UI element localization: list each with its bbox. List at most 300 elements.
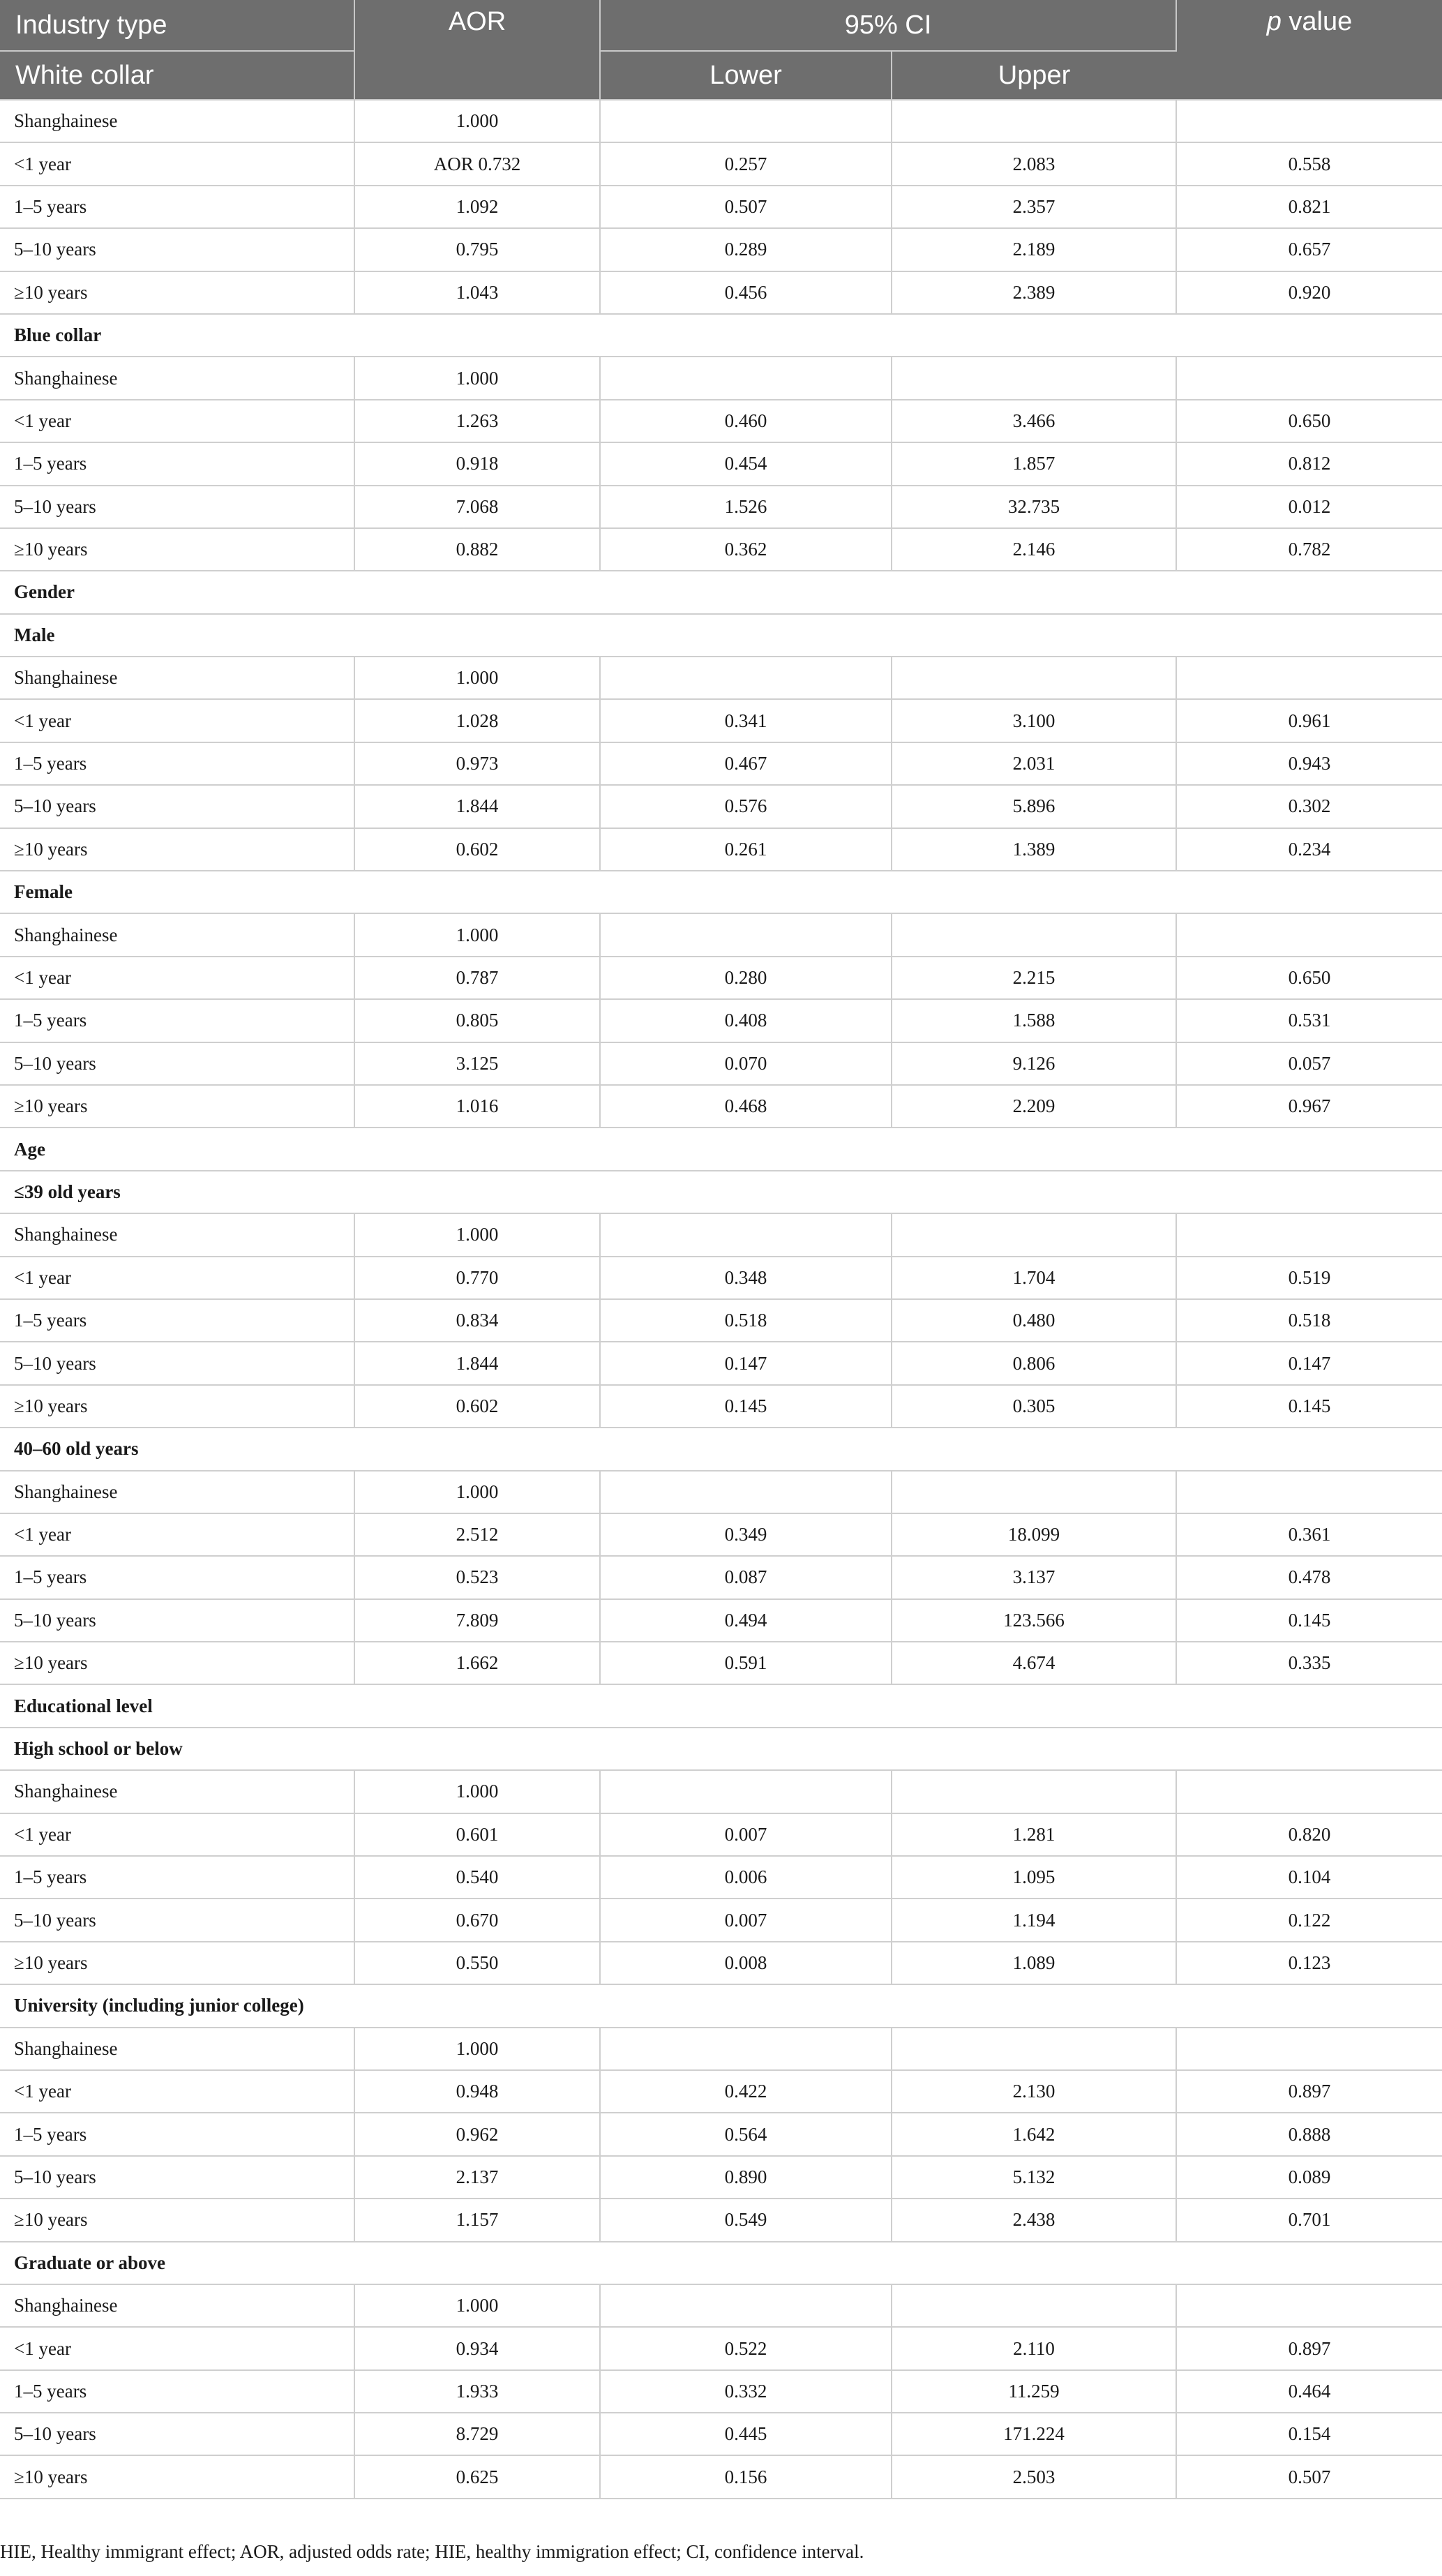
ci-lower-cell: 0.494 bbox=[600, 1599, 892, 1642]
p-value-cell: 0.650 bbox=[1176, 957, 1442, 999]
ci-upper-cell bbox=[892, 657, 1176, 699]
ci-upper-cell bbox=[892, 913, 1176, 956]
row-label: 1–5 years bbox=[0, 186, 354, 228]
ci-upper-cell: 3.100 bbox=[892, 699, 1176, 742]
p-value-cell bbox=[1176, 100, 1442, 142]
ci-lower-cell bbox=[600, 2028, 892, 2070]
row-label: 5–10 years bbox=[0, 1599, 354, 1642]
aor-cell: 0.625 bbox=[354, 2455, 600, 2498]
ci-upper-cell bbox=[892, 2284, 1176, 2327]
ci-upper-cell: 1.704 bbox=[892, 1257, 1176, 1299]
ci-lower-cell: 0.518 bbox=[600, 1299, 892, 1342]
aor-cell: 7.809 bbox=[354, 1599, 600, 1642]
aor-cell: 0.882 bbox=[354, 528, 600, 571]
ci-lower-cell: 0.522 bbox=[600, 2327, 892, 2369]
ci-upper-cell: 5.132 bbox=[892, 2156, 1176, 2199]
ci-upper-cell: 2.357 bbox=[892, 186, 1176, 228]
ci-lower-cell: 0.454 bbox=[600, 442, 892, 485]
aor-cell: 0.602 bbox=[354, 828, 600, 871]
aor-cell: 1.000 bbox=[354, 2284, 600, 2327]
p-value-cell: 0.920 bbox=[1176, 271, 1442, 314]
aor-cell: 1.000 bbox=[354, 1213, 600, 1256]
table-row bbox=[0, 1085, 1442, 1128]
p-value-cell: 0.782 bbox=[1176, 528, 1442, 571]
aor-cell: 0.795 bbox=[354, 228, 600, 271]
ci-lower-cell: 0.362 bbox=[600, 528, 892, 571]
p-value-cell: 0.302 bbox=[1176, 785, 1442, 828]
aor-cell: 0.805 bbox=[354, 999, 600, 1042]
ci-lower-cell: 0.145 bbox=[600, 1385, 892, 1428]
ci-upper-cell: 2.083 bbox=[892, 142, 1176, 185]
p-value-cell: 0.820 bbox=[1176, 1813, 1442, 1856]
p-value-cell bbox=[1176, 1770, 1442, 1813]
aor-cell: 0.834 bbox=[354, 1299, 600, 1342]
table-row bbox=[0, 828, 1442, 871]
ci-upper-cell: 1.642 bbox=[892, 2113, 1176, 2155]
row-label: ≥10 years bbox=[0, 1085, 354, 1128]
aor-cell: 1.844 bbox=[354, 1342, 600, 1384]
table-row bbox=[0, 1642, 1442, 1684]
ci-upper-cell: 1.194 bbox=[892, 1899, 1176, 1941]
ci-lower-cell: 0.007 bbox=[600, 1813, 892, 1856]
aor-cell: AOR 0.732 bbox=[354, 142, 600, 185]
table-row bbox=[0, 1856, 1442, 1899]
p-value-cell: 0.234 bbox=[1176, 828, 1442, 871]
ci-upper-cell: 3.137 bbox=[892, 1556, 1176, 1598]
table-row bbox=[0, 2028, 1442, 2070]
row-label: 1–5 years bbox=[0, 742, 354, 785]
aor-cell: 1.000 bbox=[354, 100, 600, 142]
ci-upper-cell: 2.130 bbox=[892, 2070, 1176, 2113]
ci-upper-cell: 1.089 bbox=[892, 1942, 1176, 1984]
table-row bbox=[0, 186, 1442, 228]
ci-upper-cell bbox=[892, 100, 1176, 142]
ci-upper-cell: 32.735 bbox=[892, 486, 1176, 528]
row-label: Shanghainese bbox=[0, 2028, 354, 2070]
p-value-cell: 0.464 bbox=[1176, 2370, 1442, 2413]
row-label: 5–10 years bbox=[0, 785, 354, 828]
row-label: Shanghainese bbox=[0, 2284, 354, 2327]
ci-upper-cell: 2.215 bbox=[892, 957, 1176, 999]
header-upper: Upper bbox=[892, 51, 1176, 100]
header-aor: AOR bbox=[354, 0, 600, 100]
section-row bbox=[0, 1128, 1442, 1170]
row-label: ≥10 years bbox=[0, 528, 354, 571]
section-label: Male bbox=[0, 614, 1442, 657]
row-label: ≥10 years bbox=[0, 828, 354, 871]
ci-lower-cell: 0.564 bbox=[600, 2113, 892, 2155]
p-value-cell: 0.657 bbox=[1176, 228, 1442, 271]
ci-upper-cell bbox=[892, 357, 1176, 399]
ci-lower-cell: 0.261 bbox=[600, 828, 892, 871]
p-value-cell: 0.897 bbox=[1176, 2070, 1442, 2113]
aor-cell: 1.000 bbox=[354, 913, 600, 956]
table-row bbox=[0, 2113, 1442, 2155]
table-row bbox=[0, 2156, 1442, 2199]
p-value-cell bbox=[1176, 2284, 1442, 2327]
row-label: 5–10 years bbox=[0, 2413, 354, 2455]
ci-upper-cell: 2.389 bbox=[892, 271, 1176, 314]
section-row bbox=[0, 314, 1442, 357]
ci-lower-cell: 0.549 bbox=[600, 2199, 892, 2241]
row-label: <1 year bbox=[0, 1257, 354, 1299]
p-value-cell: 0.888 bbox=[1176, 2113, 1442, 2155]
table-row bbox=[0, 999, 1442, 1042]
section-label: Graduate or above bbox=[0, 2242, 1442, 2284]
row-label: 1–5 years bbox=[0, 1556, 354, 1598]
ci-upper-cell: 0.806 bbox=[892, 1342, 1176, 1384]
ci-upper-cell: 2.110 bbox=[892, 2327, 1176, 2369]
ci-lower-cell bbox=[600, 2284, 892, 2327]
section-label: Female bbox=[0, 871, 1442, 913]
section-label: Blue collar bbox=[0, 314, 1442, 357]
section-label: 40–60 old years bbox=[0, 1428, 1442, 1470]
table-row bbox=[0, 1770, 1442, 1813]
p-value-cell: 0.961 bbox=[1176, 699, 1442, 742]
row-label: Shanghainese bbox=[0, 357, 354, 399]
table-row bbox=[0, 1213, 1442, 1256]
ci-upper-cell: 1.281 bbox=[892, 1813, 1176, 1856]
aor-cell: 0.962 bbox=[354, 2113, 600, 2155]
row-label: 5–10 years bbox=[0, 228, 354, 271]
ci-lower-cell: 0.422 bbox=[600, 2070, 892, 2113]
row-label: 1–5 years bbox=[0, 442, 354, 485]
ci-lower-cell bbox=[600, 357, 892, 399]
table-row bbox=[0, 785, 1442, 828]
p-value-cell: 0.057 bbox=[1176, 1042, 1442, 1085]
ci-upper-cell bbox=[892, 1471, 1176, 1513]
ci-lower-cell: 0.408 bbox=[600, 999, 892, 1042]
row-label: Shanghainese bbox=[0, 657, 354, 699]
aor-cell: 7.068 bbox=[354, 486, 600, 528]
section-row bbox=[0, 2242, 1442, 2284]
aor-cell: 1.933 bbox=[354, 2370, 600, 2413]
aor-cell: 0.550 bbox=[354, 1942, 600, 1984]
aor-cell: 0.670 bbox=[354, 1899, 600, 1941]
header-industry-type: Industry type bbox=[0, 0, 354, 51]
row-label: Shanghainese bbox=[0, 100, 354, 142]
aor-cell: 1.028 bbox=[354, 699, 600, 742]
section-label: Age bbox=[0, 1128, 1442, 1170]
p-value-cell: 0.089 bbox=[1176, 2156, 1442, 2199]
row-label: <1 year bbox=[0, 1813, 354, 1856]
section-label: ≤39 old years bbox=[0, 1171, 1442, 1213]
row-label: ≥10 years bbox=[0, 2199, 354, 2241]
p-value-cell: 0.145 bbox=[1176, 1599, 1442, 1642]
row-label: 1–5 years bbox=[0, 2113, 354, 2155]
row-label: 1–5 years bbox=[0, 1856, 354, 1899]
p-value-cell: 0.104 bbox=[1176, 1856, 1442, 1899]
ci-lower-cell: 0.348 bbox=[600, 1257, 892, 1299]
ci-upper-cell: 2.031 bbox=[892, 742, 1176, 785]
p-value-cell: 0.145 bbox=[1176, 1385, 1442, 1428]
ci-upper-cell: 4.674 bbox=[892, 1642, 1176, 1684]
aor-cell: 1.000 bbox=[354, 357, 600, 399]
ci-lower-cell: 0.332 bbox=[600, 2370, 892, 2413]
aor-cell: 0.948 bbox=[354, 2070, 600, 2113]
table-row bbox=[0, 2370, 1442, 2413]
row-label: <1 year bbox=[0, 699, 354, 742]
table-row bbox=[0, 100, 1442, 142]
header-ci: 95% CI bbox=[600, 0, 1176, 51]
p-value-cell: 0.123 bbox=[1176, 1942, 1442, 1984]
row-label: 5–10 years bbox=[0, 1042, 354, 1085]
p-value-cell: 0.821 bbox=[1176, 186, 1442, 228]
table-footnote: HIE, Healthy immigrant effect; AOR, adjusted odds rate; HIE, healthy immigration effect; CI, confidence interval. bbox=[0, 2541, 864, 2562]
p-value-cell: 0.147 bbox=[1176, 1342, 1442, 1384]
aor-cell: 1.043 bbox=[354, 271, 600, 314]
p-value-cell bbox=[1176, 1471, 1442, 1513]
aor-cell: 1.000 bbox=[354, 657, 600, 699]
row-label: 5–10 years bbox=[0, 1342, 354, 1384]
section-row bbox=[0, 1984, 1442, 2027]
row-label: <1 year bbox=[0, 142, 354, 185]
row-label: ≥10 years bbox=[0, 1942, 354, 1984]
ci-lower-cell: 0.087 bbox=[600, 1556, 892, 1598]
p-value-cell: 0.897 bbox=[1176, 2327, 1442, 2369]
ci-upper-cell: 1.857 bbox=[892, 442, 1176, 485]
table-row bbox=[0, 1299, 1442, 1342]
row-label: <1 year bbox=[0, 2327, 354, 2369]
aor-cell: 1.157 bbox=[354, 2199, 600, 2241]
ci-upper-cell: 5.896 bbox=[892, 785, 1176, 828]
header-p: p bbox=[1266, 7, 1282, 36]
p-value-cell bbox=[1176, 657, 1442, 699]
table-row bbox=[0, 2327, 1442, 2369]
row-label: 1–5 years bbox=[0, 1299, 354, 1342]
p-value-cell bbox=[1176, 2028, 1442, 2070]
p-value-cell: 0.361 bbox=[1176, 1513, 1442, 1556]
ci-upper-cell bbox=[892, 1213, 1176, 1256]
p-value-cell: 0.531 bbox=[1176, 999, 1442, 1042]
table-row bbox=[0, 1471, 1442, 1513]
row-label: 1–5 years bbox=[0, 999, 354, 1042]
p-value-cell: 0.335 bbox=[1176, 1642, 1442, 1684]
p-value-cell: 0.701 bbox=[1176, 2199, 1442, 2241]
aor-cell: 0.602 bbox=[354, 1385, 600, 1428]
section-row bbox=[0, 871, 1442, 913]
ci-lower-cell: 0.257 bbox=[600, 142, 892, 185]
table-row bbox=[0, 699, 1442, 742]
table-row bbox=[0, 2413, 1442, 2455]
row-label: <1 year bbox=[0, 2070, 354, 2113]
row-label: <1 year bbox=[0, 400, 354, 442]
ci-lower-cell: 0.006 bbox=[600, 1856, 892, 1899]
aor-cell: 1.263 bbox=[354, 400, 600, 442]
table-row bbox=[0, 228, 1442, 271]
aor-cell: 0.523 bbox=[354, 1556, 600, 1598]
aor-cell: 0.973 bbox=[354, 742, 600, 785]
header-lower: Lower bbox=[600, 51, 892, 100]
ci-upper-cell: 2.146 bbox=[892, 528, 1176, 571]
table-header bbox=[0, 0, 1442, 100]
p-value-cell: 0.812 bbox=[1176, 442, 1442, 485]
table-row bbox=[0, 657, 1442, 699]
ci-lower-cell: 0.467 bbox=[600, 742, 892, 785]
aor-cell: 1.662 bbox=[354, 1642, 600, 1684]
table-row bbox=[0, 528, 1442, 571]
section-row bbox=[0, 1428, 1442, 1470]
ci-lower-cell: 0.576 bbox=[600, 785, 892, 828]
section-label: University (including junior college) bbox=[0, 1984, 1442, 2027]
ci-upper-cell: 2.189 bbox=[892, 228, 1176, 271]
ci-lower-cell: 0.591 bbox=[600, 1642, 892, 1684]
p-value-cell: 0.154 bbox=[1176, 2413, 1442, 2455]
aor-cell: 2.512 bbox=[354, 1513, 600, 1556]
ci-lower-cell: 1.526 bbox=[600, 486, 892, 528]
row-label: 5–10 years bbox=[0, 1899, 354, 1941]
table-row bbox=[0, 271, 1442, 314]
aor-cell: 0.787 bbox=[354, 957, 600, 999]
p-value-cell: 0.519 bbox=[1176, 1257, 1442, 1299]
section-row bbox=[0, 614, 1442, 657]
table-row bbox=[0, 1513, 1442, 1556]
row-label: <1 year bbox=[0, 957, 354, 999]
ci-upper-cell: 9.126 bbox=[892, 1042, 1176, 1085]
aor-cell: 3.125 bbox=[354, 1042, 600, 1085]
row-label: 1–5 years bbox=[0, 2370, 354, 2413]
table-row bbox=[0, 1813, 1442, 1856]
section-label: High school or below bbox=[0, 1728, 1442, 1770]
table-row bbox=[0, 1342, 1442, 1384]
aor-cell: 1.092 bbox=[354, 186, 600, 228]
ci-upper-cell: 171.224 bbox=[892, 2413, 1176, 2455]
ci-lower-cell bbox=[600, 1471, 892, 1513]
table-row bbox=[0, 486, 1442, 528]
ci-upper-cell: 1.095 bbox=[892, 1856, 1176, 1899]
aor-cell: 8.729 bbox=[354, 2413, 600, 2455]
aor-cell: 1.016 bbox=[354, 1085, 600, 1128]
ci-upper-cell: 2.503 bbox=[892, 2455, 1176, 2498]
ci-upper-cell: 0.305 bbox=[892, 1385, 1176, 1428]
row-label: <1 year bbox=[0, 1513, 354, 1556]
p-value-cell: 0.478 bbox=[1176, 1556, 1442, 1598]
table-row bbox=[0, 1556, 1442, 1598]
aor-cell: 1.000 bbox=[354, 1770, 600, 1813]
table-row bbox=[0, 957, 1442, 999]
header-white-collar: White collar bbox=[0, 51, 354, 100]
table-row bbox=[0, 142, 1442, 185]
ci-lower-cell: 0.456 bbox=[600, 271, 892, 314]
ci-lower-cell: 0.445 bbox=[600, 2413, 892, 2455]
ci-lower-cell: 0.507 bbox=[600, 186, 892, 228]
ci-lower-cell: 0.007 bbox=[600, 1899, 892, 1941]
ci-upper-cell: 1.389 bbox=[892, 828, 1176, 871]
table-row bbox=[0, 442, 1442, 485]
aor-cell: 0.934 bbox=[354, 2327, 600, 2369]
table-row bbox=[0, 1257, 1442, 1299]
ci-upper-cell: 0.480 bbox=[892, 1299, 1176, 1342]
row-label: ≥10 years bbox=[0, 2455, 354, 2498]
ci-upper-cell bbox=[892, 1770, 1176, 1813]
table-row bbox=[0, 1899, 1442, 1941]
ci-upper-cell: 2.438 bbox=[892, 2199, 1176, 2241]
ci-lower-cell bbox=[600, 657, 892, 699]
header-value: value bbox=[1289, 7, 1353, 36]
row-label: ≥10 years bbox=[0, 1642, 354, 1684]
ci-lower-cell bbox=[600, 913, 892, 956]
ci-lower-cell: 0.008 bbox=[600, 1942, 892, 1984]
ci-lower-cell bbox=[600, 1213, 892, 1256]
ci-lower-cell: 0.349 bbox=[600, 1513, 892, 1556]
aor-cell: 0.918 bbox=[354, 442, 600, 485]
section-row bbox=[0, 1728, 1442, 1770]
p-value-cell: 0.122 bbox=[1176, 1899, 1442, 1941]
ci-upper-cell bbox=[892, 2028, 1176, 2070]
p-value-cell: 0.507 bbox=[1176, 2455, 1442, 2498]
row-label: Shanghainese bbox=[0, 1471, 354, 1513]
ci-upper-cell: 18.099 bbox=[892, 1513, 1176, 1556]
ci-upper-cell: 11.259 bbox=[892, 2370, 1176, 2413]
ci-upper-cell: 1.588 bbox=[892, 999, 1176, 1042]
ci-lower-cell: 0.280 bbox=[600, 957, 892, 999]
section-row bbox=[0, 1684, 1442, 1727]
p-value-cell: 0.650 bbox=[1176, 400, 1442, 442]
p-value-cell: 0.012 bbox=[1176, 486, 1442, 528]
ci-upper-cell: 123.566 bbox=[892, 1599, 1176, 1642]
ci-lower-cell bbox=[600, 100, 892, 142]
section-row bbox=[0, 571, 1442, 613]
aor-cell: 1.000 bbox=[354, 2028, 600, 2070]
table-row bbox=[0, 2284, 1442, 2327]
row-label: 5–10 years bbox=[0, 486, 354, 528]
p-value-cell bbox=[1176, 913, 1442, 956]
row-label: Shanghainese bbox=[0, 1770, 354, 1813]
table-body bbox=[0, 100, 1442, 2499]
row-label: Shanghainese bbox=[0, 1213, 354, 1256]
table-row bbox=[0, 357, 1442, 399]
ci-lower-cell: 0.289 bbox=[600, 228, 892, 271]
ci-lower-cell: 0.341 bbox=[600, 699, 892, 742]
table-row bbox=[0, 1042, 1442, 1085]
table-row bbox=[0, 913, 1442, 956]
p-value-cell bbox=[1176, 357, 1442, 399]
table-row bbox=[0, 1599, 1442, 1642]
section-label: Educational level bbox=[0, 1684, 1442, 1727]
row-label: Shanghainese bbox=[0, 913, 354, 956]
ci-lower-cell: 0.070 bbox=[600, 1042, 892, 1085]
header-p-value bbox=[1176, 0, 1442, 100]
ci-upper-cell: 3.466 bbox=[892, 400, 1176, 442]
table-row bbox=[0, 2455, 1442, 2498]
ci-lower-cell: 0.147 bbox=[600, 1342, 892, 1384]
row-label: 5–10 years bbox=[0, 2156, 354, 2199]
aor-cell: 1.000 bbox=[354, 1471, 600, 1513]
aor-cell: 0.601 bbox=[354, 1813, 600, 1856]
row-label: ≥10 years bbox=[0, 271, 354, 314]
ci-lower-cell bbox=[600, 1770, 892, 1813]
p-value-cell bbox=[1176, 1213, 1442, 1256]
table-row bbox=[0, 400, 1442, 442]
aor-cell: 2.137 bbox=[354, 2156, 600, 2199]
aor-cell: 1.844 bbox=[354, 785, 600, 828]
table-row bbox=[0, 742, 1442, 785]
row-label: ≥10 years bbox=[0, 1385, 354, 1428]
p-value-cell: 0.558 bbox=[1176, 142, 1442, 185]
aor-cell: 0.540 bbox=[354, 1856, 600, 1899]
section-row bbox=[0, 1171, 1442, 1213]
ci-lower-cell: 0.468 bbox=[600, 1085, 892, 1128]
ci-upper-cell: 2.209 bbox=[892, 1085, 1176, 1128]
aor-cell: 0.770 bbox=[354, 1257, 600, 1299]
table-row bbox=[0, 2199, 1442, 2241]
table-row bbox=[0, 1385, 1442, 1428]
ci-lower-cell: 0.156 bbox=[600, 2455, 892, 2498]
p-value-cell: 0.518 bbox=[1176, 1299, 1442, 1342]
p-value-cell: 0.943 bbox=[1176, 742, 1442, 785]
table-row bbox=[0, 1942, 1442, 1984]
p-value-cell: 0.967 bbox=[1176, 1085, 1442, 1128]
